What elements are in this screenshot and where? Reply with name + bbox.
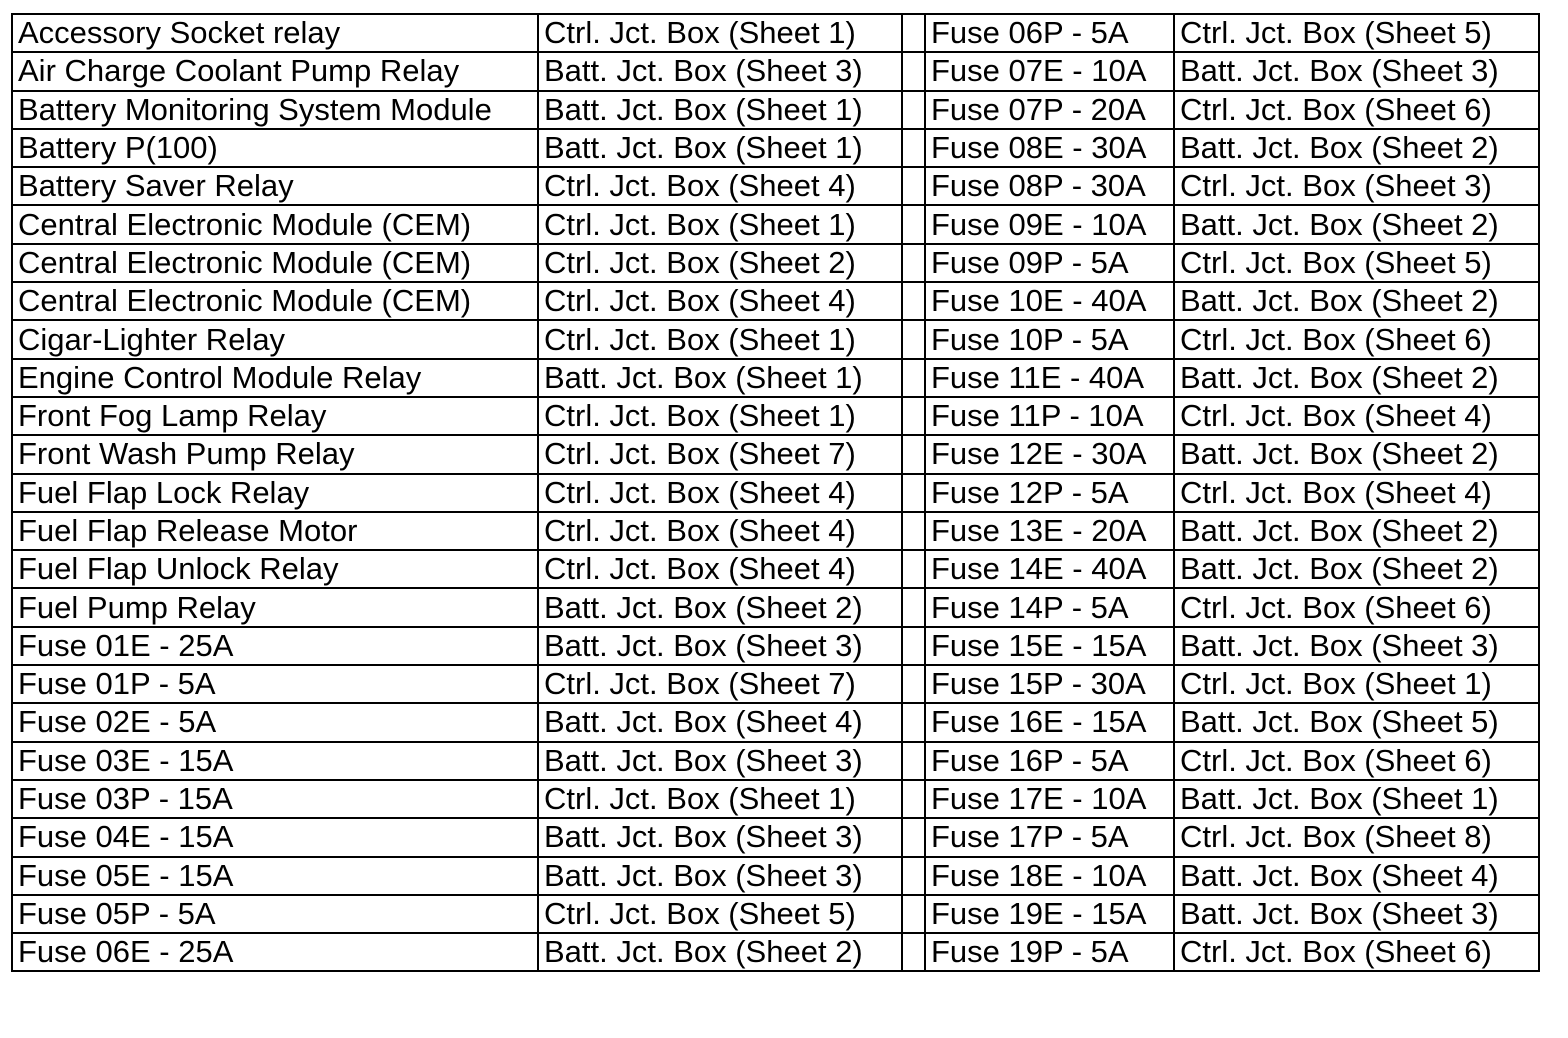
right-component-name-cell: Fuse 19E - 15A — [925, 895, 1174, 933]
right-location-cell: Ctrl. Jct. Box (Sheet 6) — [1174, 320, 1539, 358]
left-component-name-cell: Fuse 06E - 25A — [12, 933, 538, 971]
right-component-name-cell: Fuse 16P - 5A — [925, 742, 1174, 780]
left-location-cell: Ctrl. Jct. Box (Sheet 5) — [538, 895, 902, 933]
column-divider-cell — [902, 703, 925, 741]
left-component-name-cell: Battery P(100) — [12, 129, 538, 167]
left-location-cell: Batt. Jct. Box (Sheet 2) — [538, 588, 902, 626]
index-table-body — [12, 14, 1539, 971]
left-location-cell: Batt. Jct. Box (Sheet 3) — [538, 857, 902, 895]
left-component-name-cell: Fuse 01P - 5A — [12, 665, 538, 703]
right-component-name-cell: Fuse 10E - 40A — [925, 282, 1174, 320]
table-row — [12, 703, 1539, 741]
left-component-name-cell: Engine Control Module Relay — [12, 359, 538, 397]
table-row — [12, 627, 1539, 665]
left-component-name-cell: Fuse 01E - 25A — [12, 627, 538, 665]
left-component-name-cell: Air Charge Coolant Pump Relay — [12, 52, 538, 90]
left-location-cell: Batt. Jct. Box (Sheet 1) — [538, 129, 902, 167]
left-location-cell: Batt. Jct. Box (Sheet 4) — [538, 703, 902, 741]
right-component-name-cell: Fuse 08E - 30A — [925, 129, 1174, 167]
table-row — [12, 14, 1539, 52]
left-component-name-cell: Fuse 04E - 15A — [12, 818, 538, 856]
table-row — [12, 320, 1539, 358]
column-divider-cell — [902, 665, 925, 703]
right-component-name-cell: Fuse 11P - 10A — [925, 397, 1174, 435]
left-location-cell: Batt. Jct. Box (Sheet 3) — [538, 627, 902, 665]
right-location-cell: Ctrl. Jct. Box (Sheet 5) — [1174, 14, 1539, 52]
table-row — [12, 359, 1539, 397]
component-location-index-table — [11, 13, 1540, 972]
left-component-name-cell: Front Fog Lamp Relay — [12, 397, 538, 435]
column-divider-cell — [902, 818, 925, 856]
left-location-cell: Ctrl. Jct. Box (Sheet 4) — [538, 282, 902, 320]
right-location-cell: Ctrl. Jct. Box (Sheet 6) — [1174, 933, 1539, 971]
left-component-name-cell: Central Electronic Module (CEM) — [12, 205, 538, 243]
column-divider-cell — [902, 627, 925, 665]
column-divider-cell — [902, 91, 925, 129]
right-location-cell: Batt. Jct. Box (Sheet 3) — [1174, 895, 1539, 933]
column-divider-cell — [902, 129, 925, 167]
right-location-cell: Ctrl. Jct. Box (Sheet 1) — [1174, 665, 1539, 703]
table-row — [12, 205, 1539, 243]
right-location-cell: Batt. Jct. Box (Sheet 3) — [1174, 52, 1539, 90]
right-component-name-cell: Fuse 17P - 5A — [925, 818, 1174, 856]
table-row — [12, 780, 1539, 818]
right-component-name-cell: Fuse 07P - 20A — [925, 91, 1174, 129]
left-component-name-cell: Fuel Flap Unlock Relay — [12, 550, 538, 588]
left-location-cell: Ctrl. Jct. Box (Sheet 4) — [538, 167, 902, 205]
right-component-name-cell: Fuse 11E - 40A — [925, 359, 1174, 397]
left-location-cell: Ctrl. Jct. Box (Sheet 4) — [538, 550, 902, 588]
left-component-name-cell: Cigar-Lighter Relay — [12, 320, 538, 358]
table-row — [12, 512, 1539, 550]
right-location-cell: Batt. Jct. Box (Sheet 3) — [1174, 627, 1539, 665]
right-location-cell: Batt. Jct. Box (Sheet 2) — [1174, 512, 1539, 550]
left-component-name-cell: Central Electronic Module (CEM) — [12, 244, 538, 282]
column-divider-cell — [902, 742, 925, 780]
table-row — [12, 550, 1539, 588]
right-component-name-cell: Fuse 07E - 10A — [925, 52, 1174, 90]
table-row — [12, 933, 1539, 971]
right-location-cell: Ctrl. Jct. Box (Sheet 6) — [1174, 588, 1539, 626]
right-component-name-cell: Fuse 09P - 5A — [925, 244, 1174, 282]
right-location-cell: Ctrl. Jct. Box (Sheet 5) — [1174, 244, 1539, 282]
left-location-cell: Ctrl. Jct. Box (Sheet 4) — [538, 512, 902, 550]
table-row — [12, 665, 1539, 703]
column-divider-cell — [902, 512, 925, 550]
left-component-name-cell: Fuse 02E - 5A — [12, 703, 538, 741]
table-row — [12, 52, 1539, 90]
right-component-name-cell: Fuse 15E - 15A — [925, 627, 1174, 665]
table-row — [12, 244, 1539, 282]
right-component-name-cell: Fuse 10P - 5A — [925, 320, 1174, 358]
column-divider-cell — [902, 14, 925, 52]
right-location-cell: Batt. Jct. Box (Sheet 2) — [1174, 550, 1539, 588]
column-divider-cell — [902, 933, 925, 971]
right-component-name-cell: Fuse 19P - 5A — [925, 933, 1174, 971]
left-location-cell: Ctrl. Jct. Box (Sheet 1) — [538, 397, 902, 435]
table-row — [12, 895, 1539, 933]
column-divider-cell — [902, 435, 925, 473]
column-divider-cell — [902, 205, 925, 243]
right-location-cell: Ctrl. Jct. Box (Sheet 8) — [1174, 818, 1539, 856]
right-component-name-cell: Fuse 06P - 5A — [925, 14, 1174, 52]
left-component-name-cell: Fuse 03P - 15A — [12, 780, 538, 818]
right-location-cell: Ctrl. Jct. Box (Sheet 4) — [1174, 474, 1539, 512]
right-component-name-cell: Fuse 12P - 5A — [925, 474, 1174, 512]
right-component-name-cell: Fuse 14P - 5A — [925, 588, 1174, 626]
right-component-name-cell: Fuse 14E - 40A — [925, 550, 1174, 588]
left-location-cell: Ctrl. Jct. Box (Sheet 1) — [538, 205, 902, 243]
right-component-name-cell: Fuse 15P - 30A — [925, 665, 1174, 703]
left-component-name-cell: Central Electronic Module (CEM) — [12, 282, 538, 320]
left-component-name-cell: Fuel Pump Relay — [12, 588, 538, 626]
right-location-cell: Ctrl. Jct. Box (Sheet 6) — [1174, 91, 1539, 129]
right-location-cell: Batt. Jct. Box (Sheet 4) — [1174, 857, 1539, 895]
left-component-name-cell: Battery Saver Relay — [12, 167, 538, 205]
column-divider-cell — [902, 167, 925, 205]
left-location-cell: Batt. Jct. Box (Sheet 3) — [538, 52, 902, 90]
right-location-cell: Batt. Jct. Box (Sheet 5) — [1174, 703, 1539, 741]
right-component-name-cell: Fuse 13E - 20A — [925, 512, 1174, 550]
left-location-cell: Batt. Jct. Box (Sheet 3) — [538, 818, 902, 856]
left-component-name-cell: Fuse 05P - 5A — [12, 895, 538, 933]
right-component-name-cell: Fuse 17E - 10A — [925, 780, 1174, 818]
left-location-cell: Ctrl. Jct. Box (Sheet 7) — [538, 435, 902, 473]
table-row — [12, 91, 1539, 129]
table-row — [12, 474, 1539, 512]
left-component-name-cell: Fuse 05E - 15A — [12, 857, 538, 895]
right-component-name-cell: Fuse 09E - 10A — [925, 205, 1174, 243]
column-divider-cell — [902, 895, 925, 933]
column-divider-cell — [902, 397, 925, 435]
column-divider-cell — [902, 550, 925, 588]
right-location-cell: Batt. Jct. Box (Sheet 2) — [1174, 205, 1539, 243]
table-row — [12, 857, 1539, 895]
right-location-cell: Batt. Jct. Box (Sheet 2) — [1174, 282, 1539, 320]
right-location-cell: Batt. Jct. Box (Sheet 2) — [1174, 129, 1539, 167]
right-component-name-cell: Fuse 18E - 10A — [925, 857, 1174, 895]
column-divider-cell — [902, 857, 925, 895]
table-row — [12, 397, 1539, 435]
left-component-name-cell: Fuel Flap Lock Relay — [12, 474, 538, 512]
left-component-name-cell: Accessory Socket relay — [12, 14, 538, 52]
column-divider-cell — [902, 244, 925, 282]
right-location-cell: Ctrl. Jct. Box (Sheet 4) — [1174, 397, 1539, 435]
left-location-cell: Batt. Jct. Box (Sheet 1) — [538, 359, 902, 397]
table-row — [12, 742, 1539, 780]
table-row — [12, 435, 1539, 473]
column-divider-cell — [902, 780, 925, 818]
left-location-cell: Ctrl. Jct. Box (Sheet 1) — [538, 14, 902, 52]
left-location-cell: Batt. Jct. Box (Sheet 3) — [538, 742, 902, 780]
table-row — [12, 588, 1539, 626]
table-row — [12, 282, 1539, 320]
table-row — [12, 818, 1539, 856]
column-divider-cell — [902, 474, 925, 512]
left-location-cell: Ctrl. Jct. Box (Sheet 7) — [538, 665, 902, 703]
left-location-cell: Batt. Jct. Box (Sheet 1) — [538, 91, 902, 129]
right-location-cell: Batt. Jct. Box (Sheet 1) — [1174, 780, 1539, 818]
table-row — [12, 167, 1539, 205]
right-component-name-cell: Fuse 08P - 30A — [925, 167, 1174, 205]
left-component-name-cell: Fuel Flap Release Motor — [12, 512, 538, 550]
column-divider-cell — [902, 320, 925, 358]
left-location-cell: Ctrl. Jct. Box (Sheet 1) — [538, 320, 902, 358]
right-component-name-cell: Fuse 16E - 15A — [925, 703, 1174, 741]
right-location-cell: Batt. Jct. Box (Sheet 2) — [1174, 435, 1539, 473]
right-location-cell: Ctrl. Jct. Box (Sheet 6) — [1174, 742, 1539, 780]
table-row — [12, 129, 1539, 167]
left-component-name-cell: Fuse 03E - 15A — [12, 742, 538, 780]
left-component-name-cell: Battery Monitoring System Module — [12, 91, 538, 129]
left-location-cell: Ctrl. Jct. Box (Sheet 4) — [538, 474, 902, 512]
left-location-cell: Ctrl. Jct. Box (Sheet 2) — [538, 244, 902, 282]
column-divider-cell — [902, 588, 925, 626]
left-location-cell: Ctrl. Jct. Box (Sheet 1) — [538, 780, 902, 818]
left-component-name-cell: Front Wash Pump Relay — [12, 435, 538, 473]
right-location-cell: Ctrl. Jct. Box (Sheet 3) — [1174, 167, 1539, 205]
right-component-name-cell: Fuse 12E - 30A — [925, 435, 1174, 473]
column-divider-cell — [902, 52, 925, 90]
column-divider-cell — [902, 359, 925, 397]
right-location-cell: Batt. Jct. Box (Sheet 2) — [1174, 359, 1539, 397]
column-divider-cell — [902, 282, 925, 320]
left-location-cell: Batt. Jct. Box (Sheet 2) — [538, 933, 902, 971]
